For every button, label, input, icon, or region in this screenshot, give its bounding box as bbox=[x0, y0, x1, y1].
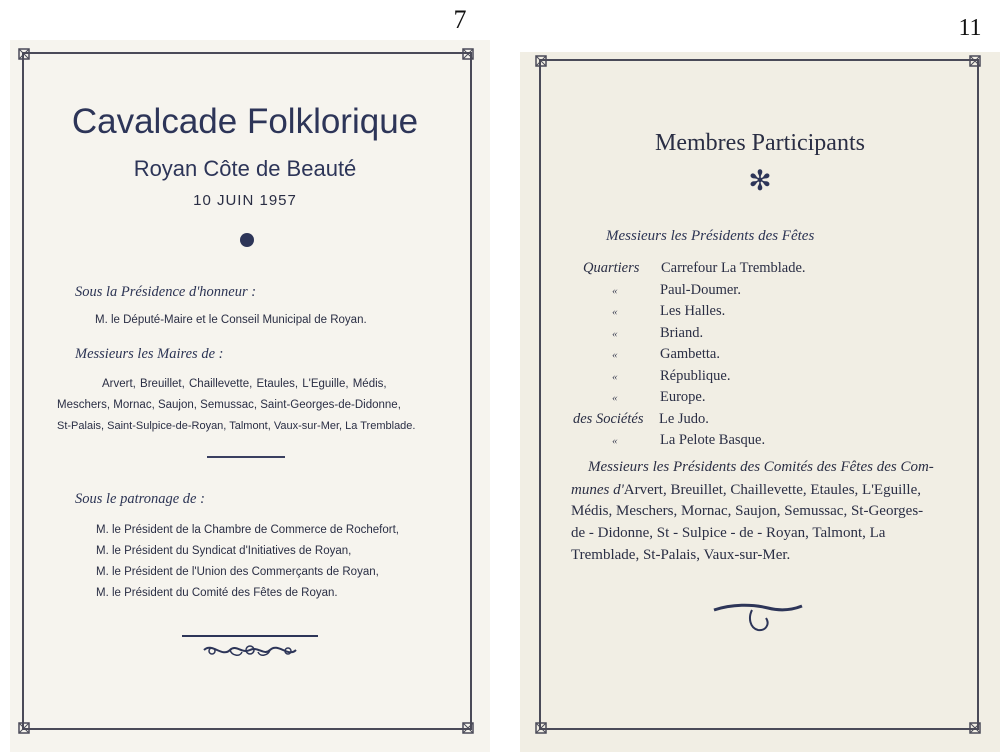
presidents-heading: Messieurs les Présidents des Fêtes bbox=[606, 228, 815, 244]
row-name: La Pelote Basque. bbox=[660, 432, 766, 448]
corner-ornament-icon bbox=[535, 722, 547, 734]
presidence-text: M. le Député-Maire et le Conseil Municipal de Royan. bbox=[95, 314, 367, 326]
row-name: République. bbox=[660, 367, 731, 384]
left-title: Cavalcade Folklorique bbox=[71, 102, 419, 141]
row-prefix: « bbox=[612, 349, 618, 361]
maires-line: Meschers, Mornac, Saujon, Semussac, Saint-Georges-de-Didonne, bbox=[57, 399, 401, 411]
page-number-left: 7 bbox=[432, 0, 488, 40]
corner-ornament-icon bbox=[18, 48, 30, 60]
row-name: Paul-Doumer. bbox=[660, 281, 741, 298]
patronage-item: M. le Président de la Chambre de Commerce de Rochefort, bbox=[96, 524, 399, 536]
comites-line bbox=[571, 481, 921, 499]
row-prefix: « bbox=[612, 327, 618, 340]
row-name: Carrefour La Tremblade. bbox=[661, 260, 806, 276]
row-prefix: « bbox=[612, 370, 618, 383]
corner-ornament-icon bbox=[969, 722, 981, 734]
comites-text: Arvert, Breuillet, Chaillevette, Etaules, L'Eguille, bbox=[623, 482, 921, 498]
patronage-heading: Sous le patronage de : bbox=[75, 491, 205, 507]
comites-line: Tremblade, St-Palais, Vaux-sur-Mer. bbox=[571, 547, 791, 563]
maires-heading: Messieurs les Maires de : bbox=[75, 346, 224, 362]
row-prefix: Quartiers bbox=[583, 260, 640, 276]
left-frame bbox=[22, 52, 472, 730]
row-name: Les Halles. bbox=[660, 303, 726, 319]
left-subtitle: Royan Côte de Beauté bbox=[133, 156, 357, 181]
comites-line: Médis, Meschers, Mornac, Saujon, Semussac, St-Georges- bbox=[571, 503, 924, 519]
comites-intro-cont: munes d' bbox=[571, 482, 624, 498]
patronage-item: M. le Président de l'Union des Commerçants de Royan, bbox=[96, 566, 379, 578]
row-prefix: « bbox=[612, 392, 618, 404]
dot-ornament-icon bbox=[240, 233, 254, 247]
row-prefix: des Sociétés bbox=[573, 410, 644, 427]
patronage-item: M. le Président du Comité des Fêtes de Royan. bbox=[96, 587, 338, 599]
row-name: Le Judo. bbox=[659, 410, 709, 427]
row-prefix: « bbox=[612, 306, 618, 318]
page-number-right: 11 bbox=[940, 0, 1000, 46]
comites-intro: Messieurs les Présidents des Comités des Fêtes des Com- bbox=[588, 459, 934, 475]
row-name: Europe. bbox=[660, 389, 706, 405]
corner-ornament-icon bbox=[535, 55, 547, 67]
left-date: 10 JUIN 1957 bbox=[193, 192, 297, 209]
divider bbox=[207, 456, 285, 458]
maires-line: St-Palais, Saint-Sulpice-de-Royan, Talmont, Vaux-sur-Mer, La Tremblade. bbox=[57, 420, 416, 432]
corner-ornament-icon bbox=[462, 48, 474, 60]
flourish-ornament-icon bbox=[712, 596, 804, 636]
white-strip bbox=[592, 40, 940, 52]
row-name: Gambetta. bbox=[660, 346, 720, 362]
right-title: Membres Participants bbox=[655, 130, 865, 156]
asterisk-icon: ✻ bbox=[748, 165, 772, 196]
presidence-heading: Sous la Présidence d'honneur : bbox=[75, 284, 257, 300]
patronage-item: M. le Président du Syndicat d'Initiatives de Royan, bbox=[96, 545, 352, 557]
row-prefix: « bbox=[612, 284, 618, 297]
scroll-ornament-icon bbox=[182, 632, 318, 662]
maires-line: Arvert, Breuillet, Chaillevette, Etaules, L'Eguille, Médis, bbox=[102, 378, 387, 390]
corner-ornament-icon bbox=[969, 55, 981, 67]
corner-ornament-icon bbox=[462, 722, 474, 734]
row-prefix: « bbox=[612, 435, 618, 447]
row-name: Briand. bbox=[660, 324, 704, 341]
comites-line: de - Didonne, St - Sulpice - de - Royan, Talmont, La bbox=[571, 525, 886, 541]
corner-ornament-icon bbox=[18, 722, 30, 734]
